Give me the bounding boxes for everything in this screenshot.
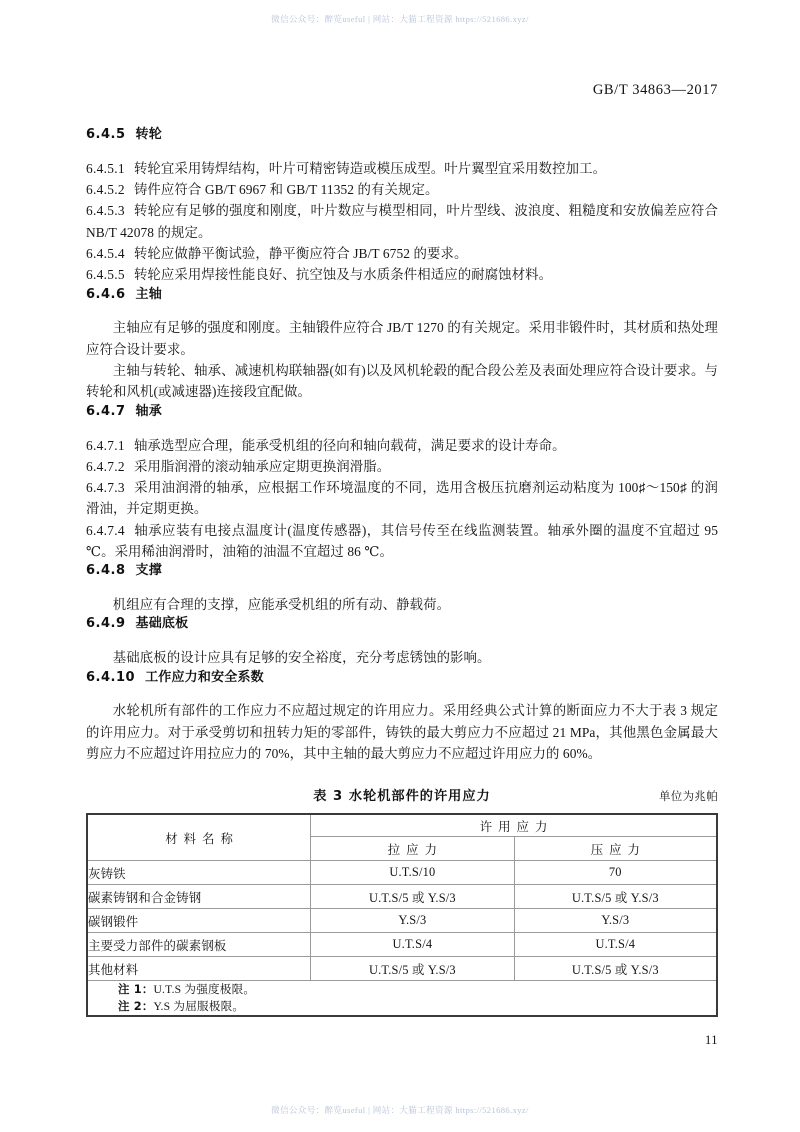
table-3-block	[86, 785, 718, 1017]
table-row	[87, 933, 717, 957]
clause-6-4-7-4	[86, 520, 718, 563]
section-heading-6-4-9	[86, 615, 718, 634]
clause-text: 转轮应采用焊接性能良好、抗空蚀及与水质条件相适应的耐腐蚀材料。	[133, 267, 553, 283]
cell-compressive: U.T.S/5 或 Y.S/3	[514, 885, 717, 909]
col-header-compressive-stress: 压应力	[514, 837, 717, 861]
cell-compressive: U.T.S/5 或 Y.S/3	[514, 957, 717, 981]
clause-text: 轴承选型应合理，能承受机组的径向和轴向载荷，满足要求的设计寿命。	[133, 437, 566, 453]
section-title: 工作应力和安全系数	[145, 669, 264, 685]
table-body	[87, 861, 717, 1017]
cell-material: 其他材料	[87, 957, 311, 981]
clause-number: 6.4.7.3	[86, 480, 125, 496]
table-row	[87, 909, 717, 933]
cell-material: 碳钢锻件	[87, 909, 311, 933]
section-number: 6.4.6	[86, 286, 126, 302]
clause-6-4-5-2	[86, 179, 718, 200]
clause-6-4-7-2	[86, 456, 718, 477]
cell-material: 碳素铸钢和合金铸钢	[87, 885, 311, 909]
clause-text: 转轮应有足够的强度和刚度，叶片数应与模型相同，叶片型线、波浪度、粗糙度和安放偏差应符合 NB/T 42078 的规定。	[86, 203, 718, 240]
section-number: 6.4.8	[86, 563, 126, 579]
table-row	[87, 885, 717, 909]
paragraph-6-4-10-1: 水轮机所有部件的工作应力不应超过规定的许用应力。采用经典公式计算的断面应力不大于表 3 规定的许用应力。对于承受剪切和扭转力矩的零部件，铸铁的最大剪应力不应超过 21 MPa，其他黑色金属最大剪应力不应超过许用拉应力的 70%，其中主轴的最大剪应力不应超过许用应力的 60%。	[86, 703, 718, 761]
clause-6-4-5-4	[86, 243, 718, 264]
table-row	[87, 861, 717, 885]
cell-compressive: 70	[514, 861, 717, 885]
cell-tensile: Y.S/3	[311, 909, 514, 933]
clause-number: 6.4.5.1	[86, 160, 125, 176]
section-title: 基础底板	[135, 616, 189, 632]
clause-number: 6.4.7.4	[86, 522, 125, 538]
clause-text: 采用油润滑的轴承，应根据工作环境温度的不同，选用含极压抗磨剂运动粘度为 100♯～150♯ 的润滑油，并定期更换。	[86, 480, 718, 517]
col-header-tensile-stress: 拉应力	[311, 837, 514, 861]
col-header-allowable-stress: 许用应力	[311, 814, 717, 837]
clause-number: 6.4.5.4	[86, 246, 125, 262]
clause-number: 6.4.5.3	[86, 203, 125, 219]
section-heading-6-4-7	[86, 403, 718, 422]
section-heading-6-4-6	[86, 286, 718, 305]
col-header-material: 材料名称	[87, 814, 311, 861]
clause-number: 6.4.5.2	[86, 182, 125, 198]
table-note-1	[88, 981, 716, 998]
watermark-bottom: 微信公众号：醉览useful | 网站：大猫工程资源 https://521686.xyz/	[271, 1105, 529, 1115]
watermark-top: 微信公众号：醉览useful | 网站：大猫工程资源 https://521686.xyz/	[271, 14, 529, 24]
clause-6-4-5-1	[86, 158, 718, 179]
clause-number: 6.4.5.5	[86, 267, 125, 283]
table-unit-label: 单位为兆帕	[659, 791, 718, 804]
clause-text: 铸件应符合 GB/T 6967 和 GB/T 11352 的有关规定。	[133, 182, 439, 198]
cell-material: 灰铸铁	[87, 861, 311, 885]
table-row	[87, 957, 717, 981]
paragraph-6-4-8-1: 机组应有合理的支撑，应能承受机组的所有动、静载荷。	[112, 597, 451, 613]
table-notes-row	[87, 981, 717, 1017]
cell-tensile: U.T.S/5 或 Y.S/3	[311, 885, 514, 909]
table-header-row-1	[87, 814, 717, 837]
clause-6-4-7-1	[86, 435, 718, 456]
section-heading-6-4-10	[86, 669, 718, 688]
clause-6-4-5-3	[86, 200, 718, 243]
cell-tensile: U.T.S/4	[311, 933, 514, 957]
clause-6-4-5-5	[86, 264, 718, 285]
section-title: 转轮	[135, 127, 162, 142]
clause-6-4-7-3	[86, 477, 718, 520]
page-content	[86, 126, 718, 1017]
allowable-stress-table	[86, 813, 718, 1017]
section-title: 轴承	[135, 403, 162, 419]
clause-number: 6.4.7.1	[86, 437, 125, 453]
cell-tensile: U.T.S/5 或 Y.S/3	[311, 957, 514, 981]
section-title: 支撑	[135, 563, 162, 579]
table-caption	[86, 785, 718, 804]
clause-text: 轴承应装有电接点温度计(温度传感器)，其信号传至在线监测装置。轴承外圈的温度不宜超过 95 ℃。采用稀油润滑时，油箱的油温不宜超过 86 ℃。	[86, 522, 718, 559]
clause-text: 转轮应做静平衡试验，静平衡应符合 JB/T 6752 的要求。	[133, 246, 468, 262]
section-heading-6-4-8	[86, 562, 718, 581]
clause-text: 采用脂润滑的滚动轴承应定期更换润滑脂。	[133, 458, 391, 474]
table-notes	[87, 981, 717, 1017]
section-heading-6-4-5	[86, 126, 718, 145]
table-caption-text: 表 3 水轮机部件的许用应力	[313, 789, 491, 805]
clause-number: 6.4.7.2	[86, 458, 125, 474]
section-title: 主轴	[135, 286, 162, 302]
note-label: 注 1：	[118, 982, 154, 997]
note-label: 注 2：	[118, 999, 154, 1014]
table-note-2	[88, 998, 716, 1015]
section-number: 6.4.7	[86, 403, 126, 419]
page-number: 11	[704, 1033, 718, 1047]
note-text: Y.S 为屈服极限。	[153, 1000, 245, 1014]
section-number: 6.4.5	[86, 127, 126, 142]
paragraph-6-4-6-1: 主轴应有足够的强度和刚度。主轴锻件应符合 JB/T 1270 的有关规定。采用非锻件时，其材质和热处理应符合设计要求。	[86, 320, 718, 357]
cell-compressive: Y.S/3	[514, 909, 717, 933]
cell-material: 主要受力部件的碳素钢板	[87, 933, 311, 957]
standard-number-header: GB/T 34863—2017	[592, 82, 718, 98]
paragraph-6-4-6-2: 主轴与转轮、轴承、减速机构联轴器(如有)以及风机轮毂的配合段公差及表面处理应符合设计要求。与转轮和风机(或减速器)连接段宜配做。	[86, 363, 718, 400]
section-number: 6.4.10	[86, 669, 136, 685]
section-number: 6.4.9	[86, 616, 126, 632]
paragraph-6-4-9-1: 基础底板的设计应具有足够的安全裕度，充分考虑锈蚀的影响。	[112, 650, 491, 666]
clause-text: 转轮宜采用铸焊结构，叶片可精密铸造或模压成型。叶片翼型宜采用数控加工。	[133, 160, 607, 176]
note-text: U.T.S 为强度极限。	[153, 983, 256, 997]
cell-tensile: U.T.S/10	[311, 861, 514, 885]
table-head	[87, 814, 717, 861]
cell-compressive: U.T.S/4	[514, 933, 717, 957]
